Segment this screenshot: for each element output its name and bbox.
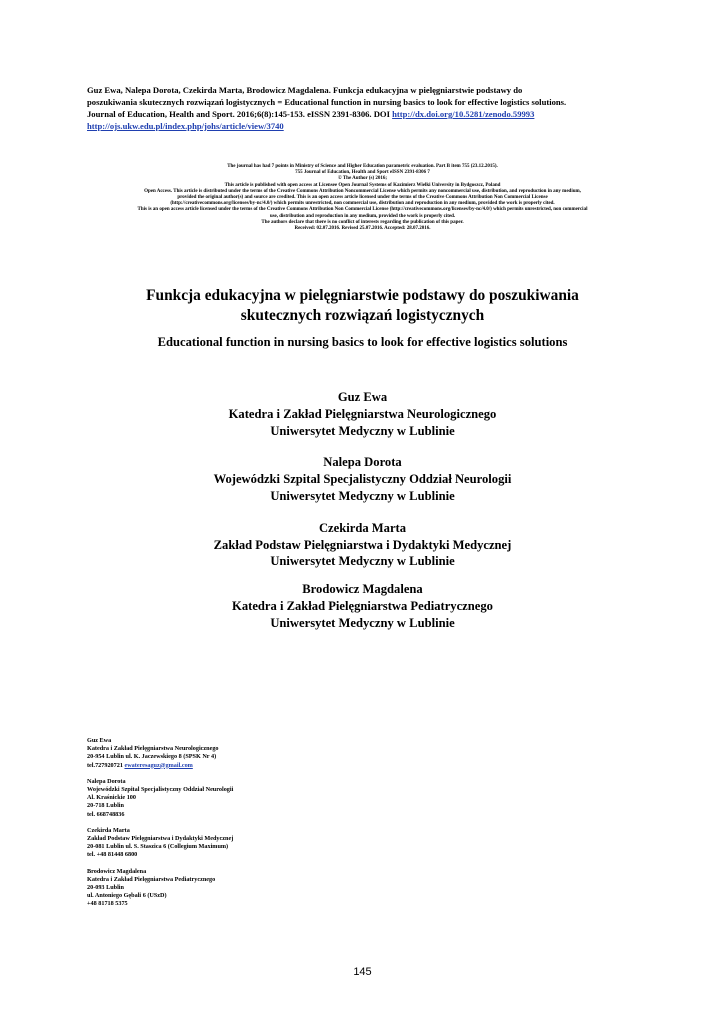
citation-line-1: Guz Ewa, Nalepa Dorota, Czekirda Marta, Brodowicz Magdalena. Funkcja edukacyjna w pielęgniarstwie podstawy do — [87, 85, 523, 95]
contact-line: tel. 668748836 — [87, 810, 125, 818]
author-block — [60, 389, 665, 439]
notice-line: 755 Journal of Education, Health and Sport eISSN 2391-8306 7 — [295, 170, 430, 176]
contact-line: 20-954 Lublin ul. K. Jaczewskiego 8 (SPSK Nr 4) — [87, 753, 217, 761]
author-block — [60, 454, 665, 504]
contact-line: Wojewódzki Szpital Specjalistyczny Oddział Neurologii — [87, 786, 234, 794]
citation-block — [87, 84, 638, 132]
author-university: Uniwersytet Medyczny w Lublinie — [270, 554, 455, 569]
citation-line-2: poszukiwania skutecznych rozwiązań logistycznych = Educational function in nursing basics to look for effective logistics solutions. — [87, 97, 567, 107]
contact-line: 20-718 Lublin — [87, 802, 124, 810]
contact-block — [87, 737, 387, 770]
contact-line: ul. Antoniego Gębali 6 (USzD) — [87, 892, 167, 900]
notice-line: Open Access. This article is distributed under the terms of the Creative Commons Attribution Noncommercial License which permits any noncommercial use, distribution, and reproduction in any medium, — [144, 188, 581, 194]
title-english: Educational function in nursing basics to look for effective logistics solutions — [157, 335, 568, 349]
contact-line: Katedra i Zakład Pielęgniarstwa Pediatrycznego — [87, 875, 216, 883]
contact-phone: tel.727920721 — [87, 761, 125, 769]
contact-line: Brodowicz Magdalena — [87, 867, 147, 875]
contact-line — [87, 762, 387, 770]
notice-line: The authors declare that there is no conflict of interests regarding the publication of this paper. — [261, 219, 464, 225]
citation-line-4 — [87, 120, 638, 132]
author-department: Katedra i Zakład Pielęgniarstwa Neurologicznego — [228, 406, 497, 421]
contact-email-link[interactable]: ewateresaguz@gmail.com — [124, 761, 193, 769]
author-block — [60, 581, 665, 631]
author-block — [60, 520, 665, 570]
title-polish — [60, 286, 665, 326]
contact-line: Katedra i Zakład Pielęgniarstwa Neurologicznego — [87, 745, 219, 753]
contact-line: 20-081 Lublin ul. S. Staszica 6 (Collegium Maximum) — [87, 843, 229, 851]
contact-details — [87, 737, 387, 917]
contact-block — [87, 868, 387, 909]
notice-line: use, distribution and reproduction in any medium, provided the work is properly cited. — [269, 213, 456, 219]
contact-block — [87, 778, 387, 819]
license-notice — [60, 164, 665, 232]
contact-line: Nalepa Dorota — [87, 777, 126, 785]
author-university: Uniwersytet Medyczny w Lublinie — [270, 488, 455, 503]
author-list — [60, 389, 665, 632]
notice-line: Received: 02.07.2016. Revised 25.07.2016. Accepted: 28.07.2016. — [294, 226, 431, 232]
author-university: Uniwersytet Medyczny w Lublinie — [270, 423, 455, 438]
title-polish-line-1: Funkcja edukacyjna w pielęgniarstwie podstawy do poszukiwania — [146, 287, 579, 304]
page-number: 145 — [353, 966, 372, 978]
author-name: Czekirda Marta — [318, 520, 407, 535]
notice-line: © The Author (s) 2016; — [337, 176, 388, 182]
contact-block — [87, 827, 387, 860]
contact-line: Al. Kraśnickie 100 — [87, 794, 136, 802]
author-university: Uniwersytet Medyczny w Lublinie — [270, 615, 455, 630]
contact-line: 20-093 Lublin — [87, 884, 124, 892]
contact-line: tel. +48 81448 6800 — [87, 851, 138, 859]
author-department: Wojewódzki Szpital Specjalistyczny Oddział Neurologii — [213, 472, 512, 487]
contact-line: Guz Ewa — [87, 737, 112, 744]
title-polish-line-2: skutecznych rozwiązań logistycznych — [240, 307, 485, 324]
citation-line-3 — [87, 108, 638, 120]
author-name: Brodowicz Magdalena — [302, 582, 423, 597]
notice-line: This article is published with open access at Licensee Open Journal Systems of Kazimierz Wielki University in Bydgoszcz, Poland — [224, 182, 501, 188]
contact-line: Czekirda Marta — [87, 826, 130, 834]
author-department: Zakład Podstaw Pielęgniarstwa i Dydaktyki Medycznej — [213, 537, 512, 552]
contact-line: Zakład Podstaw Pielęgniarstwa i Dydaktyki Medycznej — [87, 835, 234, 843]
doi-link[interactable]: http://dx.doi.org/10.5281/zenodo.59993 — [392, 109, 535, 119]
citation-journal-text: Journal of Education, Health and Sport. 2016;6(8):145-153. eISSN 2391-8306. DOI — [87, 109, 393, 119]
journal-article-link[interactable]: http://ojs.ukw.edu.pl/index.php/johs/article/view/3740 — [87, 121, 284, 131]
notice-line: (http://creativecommons.org/licenses/by-nc/4.0/) which permits unrestricted, non commercial use, distribution and reproduction in any medium, provided the work is properly cited. — [170, 201, 555, 207]
notice-line: provided the original author(s) and source are credited. This is an open access article licensed under the terms of the Creative Commons Attribution Non Commercial License — [177, 195, 548, 201]
notice-line: The journal has had 7 points in Ministry of Science and Higher Education parametric evaluation. Part B item 755 (23.12.2015). — [227, 164, 498, 169]
author-name: Nalepa Dorota — [323, 455, 402, 470]
author-department: Katedra i Zakład Pielęgniarstwa Pediatrycznego — [232, 598, 493, 613]
notice-line: This is an open access article licensed under the terms of the Creative Commons Attribution Non Commercial License (http://creativecommons.org/licenses/by-nc/4.0/) which permits unrestricted, non commercial — [137, 207, 588, 213]
author-name: Guz Ewa — [337, 390, 388, 404]
contact-line: +48 81718 5375 — [87, 900, 128, 908]
